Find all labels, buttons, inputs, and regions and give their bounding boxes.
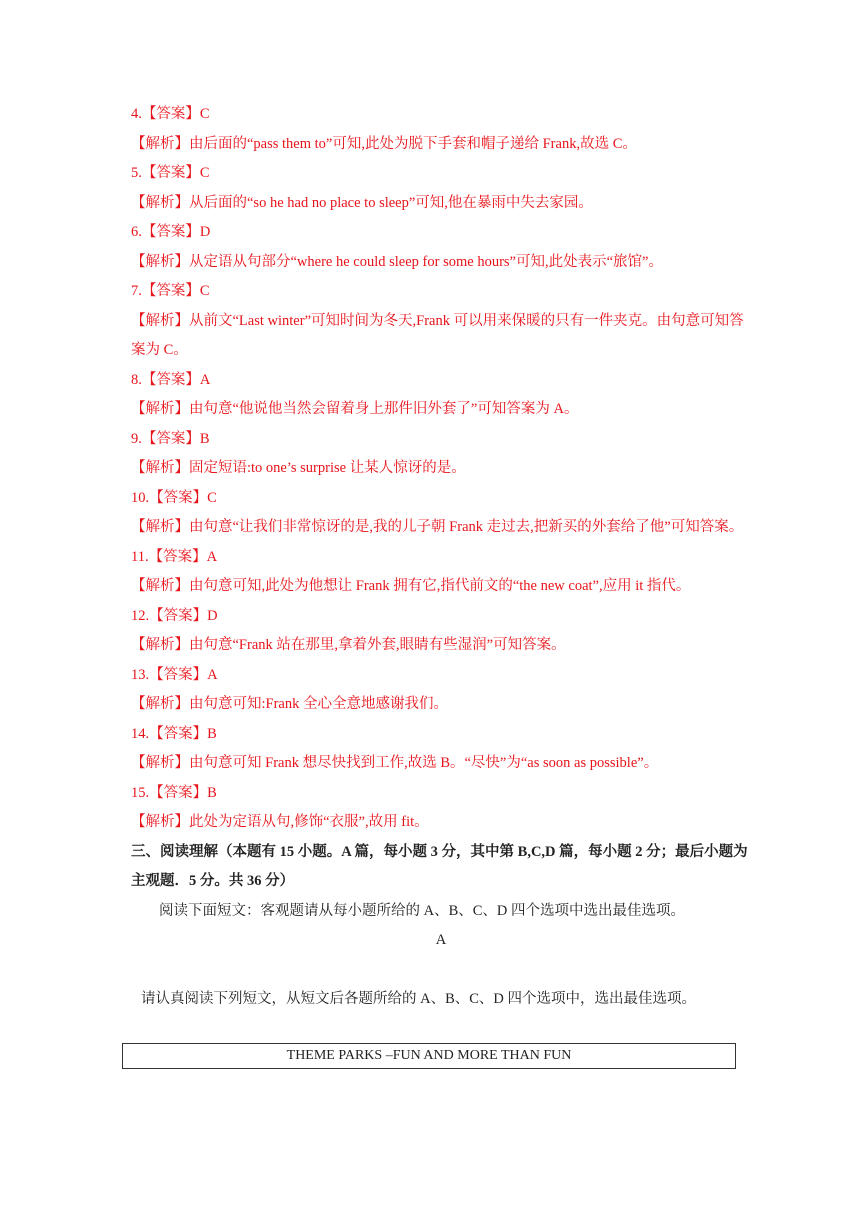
content-area <box>131 100 751 1014</box>
answer-5: 5.【答案】C <box>131 165 210 181</box>
analysis-6: 【解析】从定语从句部分“where he could sleep for some hours”可知,此处表示“旅馆”。 <box>131 253 663 270</box>
answer-10: 10.【答案】C <box>131 489 217 506</box>
analysis-15: 【解析】此处为定语从句,修饰“衣服”,故用 fit。 <box>131 814 429 830</box>
answer-7: 7.【答案】C <box>131 283 210 299</box>
answer-11: 11.【答案】A <box>131 548 218 565</box>
analysis-13: 【解析】由句意可知:Frank 全心全意地感谢我们。 <box>131 696 448 712</box>
passage-title-box: THEME PARKS –FUN AND MORE THAN FUN <box>122 1043 736 1069</box>
analysis-4: 【解析】由后面的“pass them to”可知,此处为脱下手套和帽子递给 Frank,故选 C。 <box>131 135 637 152</box>
analysis-11: 【解析】由句意可知,此处为他想让 Frank 拥有它,指代前文的“the new coat”,应用 it 指代。 <box>131 578 691 594</box>
analysis-12: 【解析】由句意“Frank 站在那里,拿着外套,眼睛有些湿润”可知答案。 <box>131 637 566 653</box>
answer-15: 15.【答案】B <box>131 784 217 801</box>
analysis-9: 【解析】固定短语:to one’s surprise 让某人惊讶的是。 <box>131 460 466 476</box>
analysis-5: 【解析】从后面的“so he had no place to sleep”可知,他在暴雨中失去家园。 <box>131 194 593 211</box>
answer-12: 12.【答案】D <box>131 607 218 624</box>
analysis-7: 【解析】从前文“Last winter”可知时间为冬天,Frank 可以用来保暖的只有一件夹克。由句意可知答案为 C。 <box>131 312 744 358</box>
section-instruction: 阅读下面短文：客观题请从每小题所给的 A、B、C、D 四个选项中选出最佳选项。 <box>159 902 686 919</box>
section-heading: 三、阅读理解（本题有 15 小题。A 篇，每小题 3 分，其中第 B,C,D 篇，每小题 2 分；最后小题为主观题．5 分。共 36 分） <box>131 843 748 889</box>
answer-13: 13.【答案】A <box>131 666 218 683</box>
answer-9: 9.【答案】B <box>131 430 210 447</box>
answer-4: 4.【答案】C <box>131 106 210 122</box>
analysis-14: 【解析】由句意可知 Frank 想尽快找到工作,故选 B。“尽快”为“as soon as possible”。 <box>131 755 659 771</box>
answer-8: 8.【答案】A <box>131 371 211 388</box>
answer-6: 6.【答案】D <box>131 224 211 240</box>
analysis-8: 【解析】由句意“他说他当然会留着身上那件旧外套了”可知答案为 A。 <box>131 401 579 417</box>
answer-14: 14.【答案】B <box>131 725 217 742</box>
reading-directions: 请认真阅读下列短文，从短文后各题所给的 A、B、C、D 四个选项中，选出最佳选项。 <box>141 990 697 1007</box>
analysis-10: 【解析】由句意“让我们非常惊讶的是,我的儿子朝 Frank 走过去,把新买的外套给了他”可知答案。 <box>131 519 744 535</box>
part-label: A <box>435 932 447 948</box>
